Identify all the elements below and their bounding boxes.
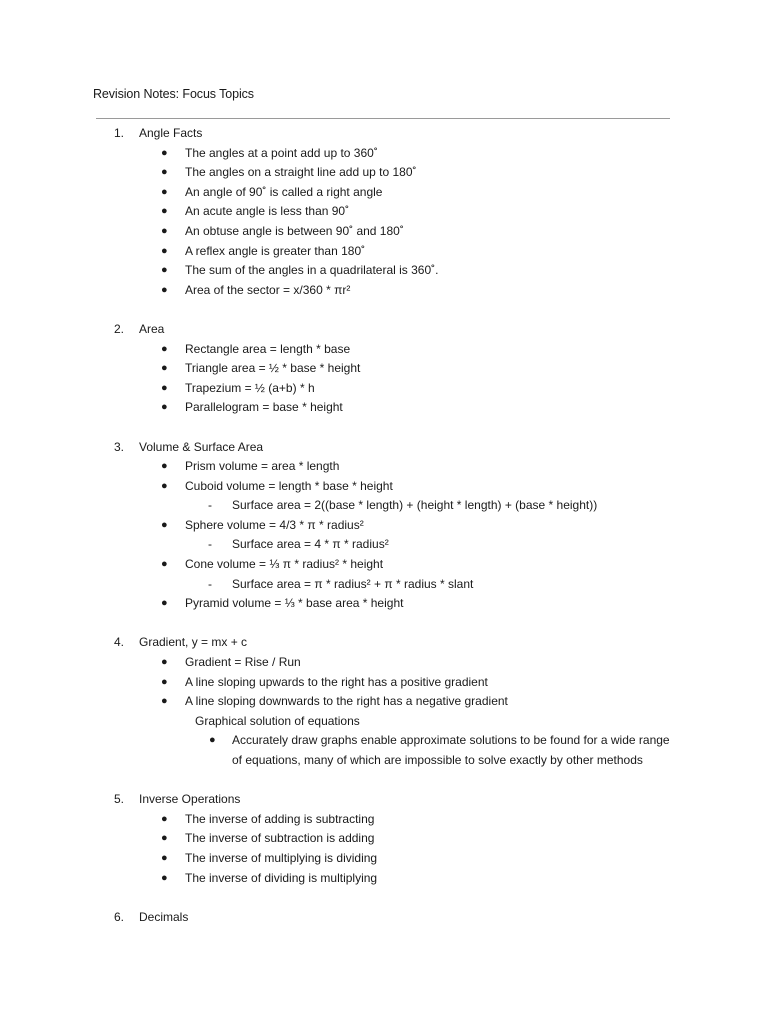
section-number: 1. <box>114 126 125 140</box>
list-item: ● An angle of 90˚ is called a right angle <box>0 183 768 203</box>
dash-icon: - <box>208 537 212 552</box>
section-heading <box>0 438 768 458</box>
bullet-icon: ● <box>161 518 168 531</box>
bullet-icon: ● <box>161 851 168 864</box>
list-item: ● The sum of the angles in a quadrilateral is 360˚. <box>0 261 768 281</box>
list-item: ● A line sloping downwards to the right has a negative gradient <box>0 692 768 712</box>
section-number: 4. <box>114 635 125 650</box>
bullet-icon: ● <box>161 401 168 414</box>
section-heading <box>0 633 768 653</box>
bullet-icon: ● <box>161 342 168 355</box>
section-number: 6. <box>114 909 125 924</box>
section-title: Volume & Surface Area <box>139 439 264 454</box>
list-item: ● The angles on a straight line add up to 180˚ <box>0 163 768 183</box>
section-number: 5. <box>114 792 125 807</box>
bullet-icon: ● <box>161 871 168 884</box>
bullet-icon: ● <box>161 381 168 394</box>
bullet-icon: ● <box>161 264 168 277</box>
list-item: ● Cone volume = ⅓ π * radius² * height <box>0 555 768 575</box>
section-heading <box>0 124 768 144</box>
list-item: ● A line sloping upwards to the right has a positive gradient <box>0 673 768 693</box>
section-heading <box>0 320 768 340</box>
bullet-icon: ● <box>161 205 168 218</box>
list-item: ● The inverse of adding is subtracting <box>0 810 768 830</box>
section-heading <box>0 908 768 928</box>
section-title: Decimals <box>139 909 189 924</box>
sub-list-item: - Surface area = 4 * π * radius² <box>0 535 768 555</box>
section-number: 2. <box>114 321 125 336</box>
bullet-icon: ● <box>161 185 168 198</box>
list-item: ● Trapezium = ½ (a+b) * h <box>0 379 768 399</box>
list-item: ● A reflex angle is greater than 180˚ <box>0 242 768 262</box>
bullet-icon: ● <box>161 362 168 375</box>
bullet-icon: ● <box>161 695 168 708</box>
list-item: ● An acute angle is less than 90˚ <box>0 202 768 222</box>
section-heading <box>0 790 768 810</box>
bullet-icon: ● <box>161 812 168 825</box>
horizontal-rule <box>96 118 670 119</box>
subheading: Graphical solution of equations <box>195 713 360 728</box>
section-title: Gradient, y = mx + c <box>139 635 248 650</box>
section-title: Angle Facts <box>139 126 203 140</box>
list-item: ● Area of the sector = x/360 * πr² <box>0 281 768 301</box>
sub-list-item: - Surface area = π * radius² + π * radius * slant <box>0 575 768 595</box>
bullet-icon: ● <box>161 832 168 845</box>
list-item: ● The inverse of dividing is multiplying <box>0 869 768 889</box>
list-item: ● Gradient = Rise / Run <box>0 653 768 673</box>
bullet-icon: ● <box>209 734 216 747</box>
sub-list-item: - Surface area = 2((base * length) + (height * length) + (base * height)) <box>0 496 768 516</box>
section-inverse-operations <box>0 790 768 888</box>
section-angle-facts <box>0 124 768 300</box>
list-item: ● Triangle area = ½ * base * height <box>0 359 768 379</box>
section-number: 3. <box>114 439 125 454</box>
section-title: Area <box>139 321 165 336</box>
bullet-icon: ● <box>161 224 168 237</box>
list-item: ● Cuboid volume = length * base * height <box>0 477 768 497</box>
bullet-icon: ● <box>161 558 168 571</box>
bullet-icon: ● <box>161 146 168 159</box>
notes-content <box>0 124 768 927</box>
list-item: ● The inverse of multiplying is dividing <box>0 849 768 869</box>
bullet-icon: ● <box>161 675 168 688</box>
list-item: ● The inverse of subtraction is adding <box>0 829 768 849</box>
list-item: ● Parallelogram = base * height <box>0 398 768 418</box>
bullet-icon: ● <box>161 479 168 492</box>
list-item: ● Pyramid volume = ⅓ * base area * height <box>0 594 768 614</box>
section-area <box>0 320 768 418</box>
page-title: Revision Notes: Focus Topics <box>93 87 254 101</box>
section-title: Inverse Operations <box>139 792 241 807</box>
section-decimals <box>0 908 768 928</box>
section-volume-surface-area <box>0 438 768 614</box>
bullet-icon: ● <box>161 283 168 296</box>
list-item: ● Accurately draw graphs enable approximate solutions to be found for a wide range of equations, many of which are impossible to solve exactly by other methods <box>209 733 670 767</box>
bullet-icon: ● <box>161 656 168 669</box>
dash-icon: - <box>208 498 212 513</box>
bullet-icon: ● <box>161 597 168 610</box>
section-gradient <box>0 633 768 770</box>
list-item: ● Sphere volume = 4/3 * π * radius² <box>0 516 768 536</box>
list-item: ● An obtuse angle is between 90˚ and 180˚ <box>0 222 768 242</box>
list-item: ● The angles at a point add up to 360˚ <box>0 144 768 164</box>
list-item: ● Prism volume = area * length <box>0 457 768 477</box>
bullet-icon: ● <box>161 244 168 257</box>
bullet-icon: ● <box>161 166 168 179</box>
dash-icon: - <box>208 576 212 591</box>
bullet-icon: ● <box>161 460 168 473</box>
list-item: ● Rectangle area = length * base <box>0 340 768 360</box>
